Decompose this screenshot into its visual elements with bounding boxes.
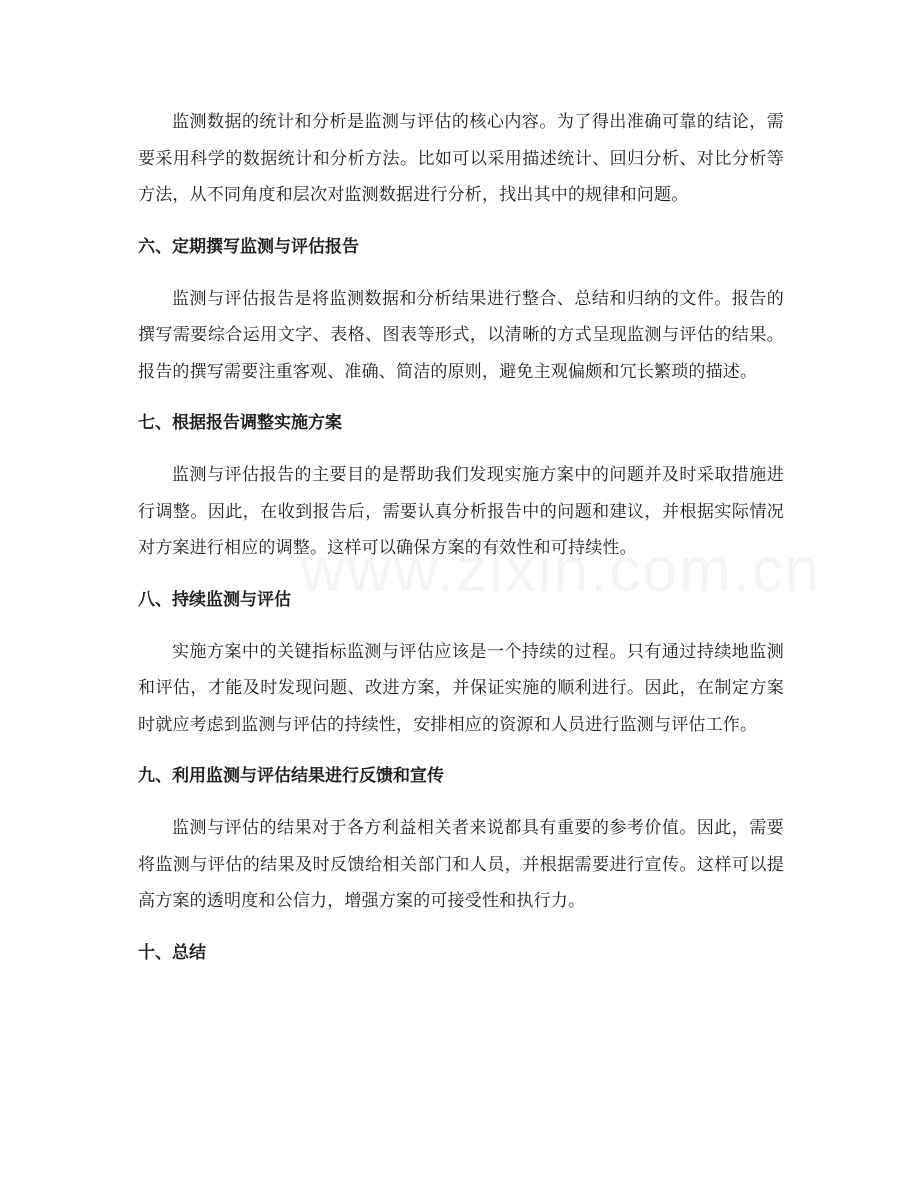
paragraph-report-writing: 监测与评估报告是将监测数据和分析结果进行整合、总结和归纳的文件。报告的撰写需要综合运用文字、表格、图表等形式，以清晰的方式呈现监测与评估的结果。报告的撰写需要注重客观、准确、简洁的原则，避免主观偏颇和冗长繁琐的描述。 — [138, 288, 784, 382]
heading-section-10: 十、总结 — [138, 942, 206, 963]
heading-section-6: 六、定期撰写监测与评估报告 — [138, 236, 359, 257]
paragraph-data-analysis: 监测数据的统计和分析是监测与评估的核心内容。为了得出准确可靠的结论，需要采用科学的数据统计和分析方法。比如可以采用描述统计、回归分析、对比分析等方法，从不同角度和层次对监测数据进行分析，找出其中的规律和问题。 — [138, 112, 784, 205]
heading-section-7: 七、根据报告调整实施方案 — [138, 413, 342, 433]
document-page — [138, 104, 784, 987]
paragraph-feedback: 监测与评估的结果对于各方利益相关者来说都具有重要的参考价值。因此，需要将监测与评估的结果及时反馈给相关部门和人员，并根据需要进行宣传。这样可以提高方案的透明度和公信力，增强方案的可接受性和执行力。 — [138, 818, 784, 911]
heading-section-8: 八、持续监测与评估 — [138, 589, 291, 610]
paragraph-continuous-monitoring: 实施方案中的关键指标监测与评估应该是一个持续的过程。只有通过持续地监测和评估，才能及时发现问题、改进方案，并保证实施的顺利进行。因此，在制定方案时就应考虑到监测与评估的持续性，安排相应的资源和人员进行监测与评估工作。 — [138, 641, 784, 735]
paragraph-adjust-plan: 监测与评估报告的主要目的是帮助我们发现实施方案中的问题并及时采取措施进行调整。因此，在收到报告后，需要认真分析报告中的问题和建议，并根据实际情况对方案进行相应的调整。这样可以确保方案的有效性和可持续性。 — [138, 465, 784, 558]
heading-section-9: 九、利用监测与评估结果进行反馈和宣传 — [138, 766, 444, 786]
